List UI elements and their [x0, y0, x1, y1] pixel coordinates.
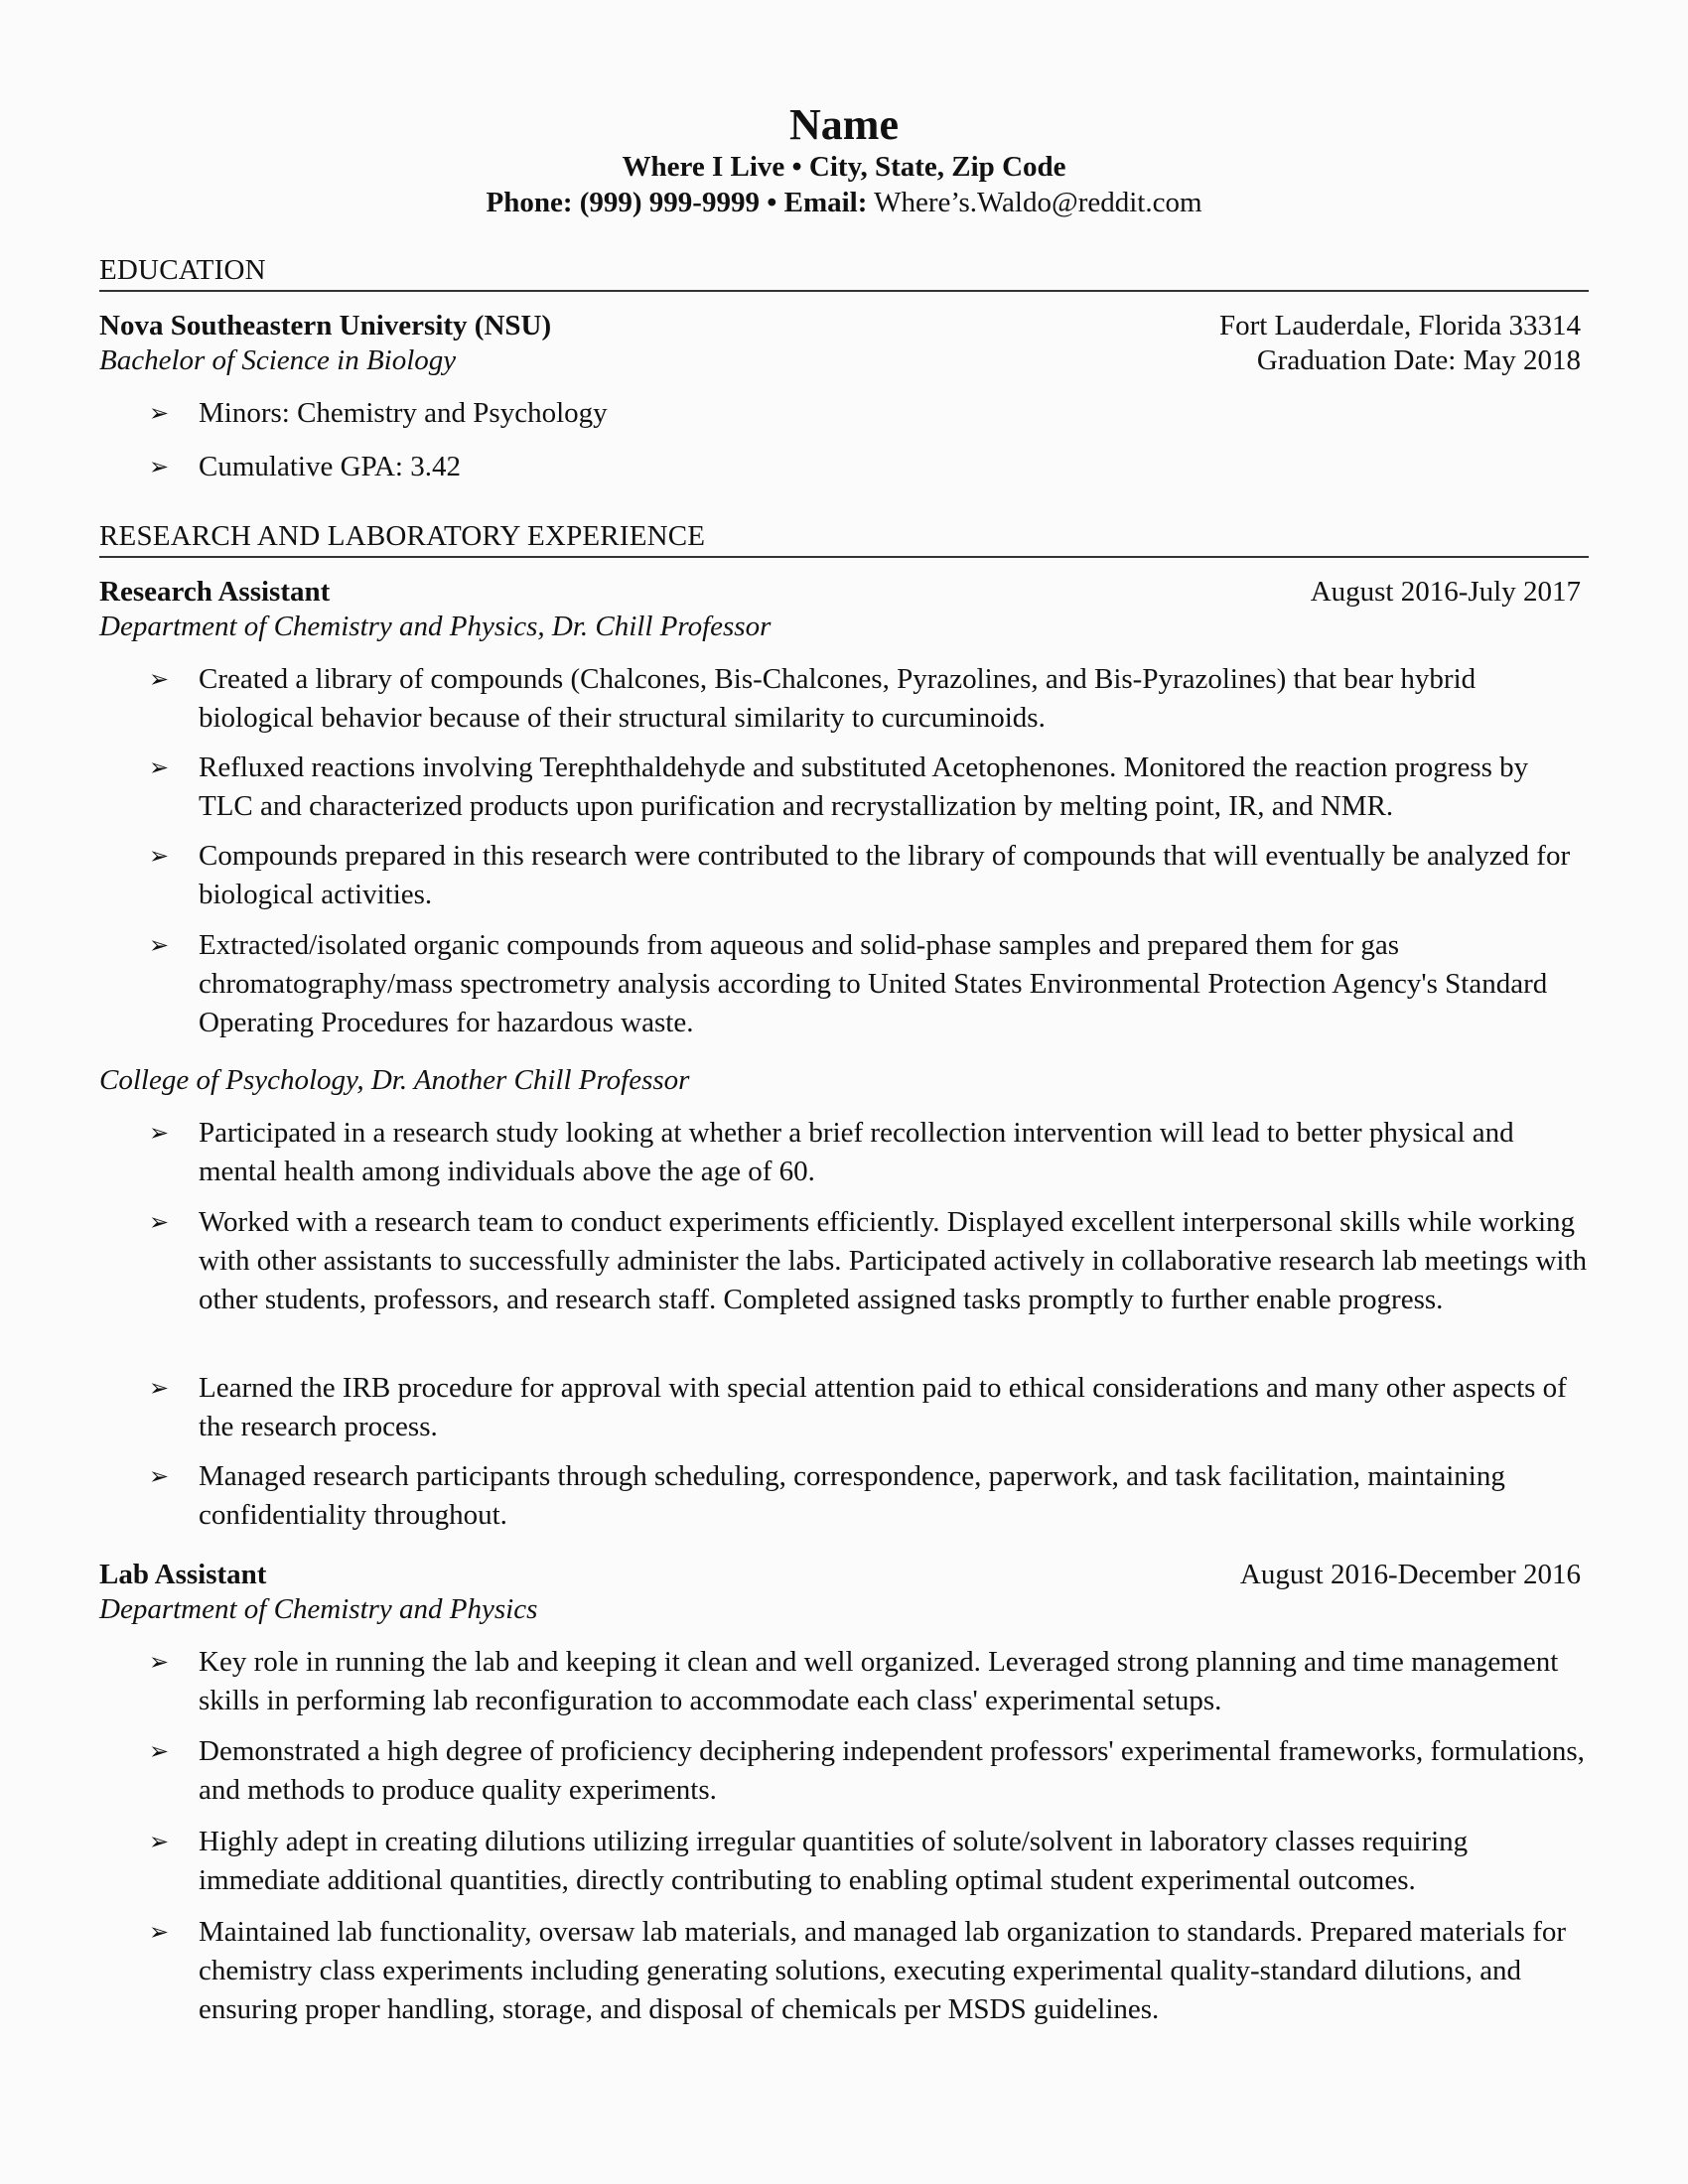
- research-section-title: RESEARCH AND LABORATORY EXPERIENCE: [99, 520, 706, 552]
- section-divider: [99, 290, 1589, 292]
- phone-label: Phone:: [486, 187, 573, 218]
- arrow-bullet-icon: ➢: [149, 842, 170, 870]
- email-address: Where’s.Waldo@reddit.com: [874, 187, 1202, 218]
- arrow-bullet-icon: ➢: [149, 1208, 170, 1236]
- arrow-bullet-icon: ➢: [149, 1648, 170, 1676]
- list-item: ➢ Minors: Chemistry and Psychology: [149, 394, 1589, 433]
- arrow-bullet-icon: ➢: [149, 1374, 170, 1402]
- list-item: ➢ Compounds prepared in this research were contributed to the library of compounds that will eventually be analyzed for biological activities.: [149, 837, 1589, 914]
- arrow-bullet-icon: ➢: [149, 931, 170, 959]
- arrow-bullet-icon: ➢: [149, 1462, 170, 1490]
- list-item: ➢ Maintained lab functionality, oversaw lab materials, and managed lab organization to standards. Prepared materials for chemistry class experiments including generating solutions, executing experimental quality-standard dilutions, and ensuring proper handling, storage, and disposal of chemicals per MSDS guidelines.: [149, 1913, 1589, 2029]
- arrow-bullet-icon: ➢: [149, 753, 170, 781]
- arrow-bullet-icon: ➢: [149, 399, 170, 427]
- list-item: ➢ Cumulative GPA: 3.42: [149, 448, 1589, 486]
- graduation-date: Graduation Date: May 2018: [1256, 344, 1581, 376]
- list-item: ➢ Refluxed reactions involving Terephthaldehyde and substituted Acetophenones. Monitored the reaction progress by TLC and characterized products upon purification and recrystallization by melting point, IR, and NMR.: [149, 749, 1589, 826]
- list-item: ➢ Learned the IRB procedure for approval with special attention paid to ethical considerations and many other aspects of the research process.: [149, 1369, 1589, 1446]
- address-line: Where I Live • City, State, Zip Code: [622, 151, 1066, 183]
- job-dates: August 2016-December 2016: [1239, 1559, 1581, 1590]
- phone-number: (999) 999-9999: [579, 187, 760, 218]
- arrow-bullet-icon: ➢: [149, 665, 170, 693]
- list-item: ➢ Extracted/isolated organic compounds from aqueous and solid-phase samples and prepared them for gas chromatography/mass spectrometry analysis according to United States Environmental Protection Agency's Standard Operating Procedures for hazardous waste.: [149, 926, 1589, 1042]
- job-role: Research Assistant: [99, 576, 331, 608]
- arrow-bullet-icon: ➢: [149, 1737, 170, 1765]
- resume-page: Name Where I Live • City, State, Zip Code Phone: (999) 999-9999 • Email: Where’s.Waldo@reddit.com EDUCATION Nova Southeastern University (NSU) Fort Lauderdale, Florida 33314 Bachelor of Science in Biology Graduation Date: May 2018 ➢ Minors: Chemistry and Psychology ➢ Cumulative GPA: 3.42 RESEARCH AND LABORATORY EXPERIENCE Research Assistant August 2016-July 2017 Department of Chemistry and Physics, Dr. Chill Professor ➢ Created a library of compounds (Chalcones, Bis-Chalcones, Pyrazolines, and Bis-Pyrazolines) that bear hybrid biological behavior because of their structural similarity to curcuminoids. ➢ Refluxed reactions involving Terephthaldehyde and substituted Acetophenones. Monitored the reaction progress by TLC and characterized products upon purification and recrystallization by melting point, IR, and NMR. ➢ Compounds prepared in this research were contributed to the library of compounds that will eventually be analyzed for biological activities. ➢ Extracted/isolated organic compounds from aqueous and solid-phase samples and prepared them for gas chromatography/mass spectrometry analysis according to United States Environmental Protection Agency's Standard Operating Procedures for hazardous waste. College of Psychology, Dr. Another Chill Professor ➢ Participated in a research study looking at whether a brief recollection intervention will lead to better physical and mental health among individuals above the age of 60. ➢ Worked with a research team to conduct experiments efficiently. Displayed excellent interpersonal skills while working with other assistants to successfully administer the labs. Participated actively in collaborative research lab meetings with other students, professors, and research staff. Completed assigned tasks promptly to further enable progress. ➢ Learned the IRB procedure for approval with special attention paid to ethical considerations and many other aspects of the research process. ➢ Managed research participants through scheduling, correspondence, paperwork, and task facilitation, maintaining confidentiality throughout. Lab Assistant August 2016-December 2016 Department of Chemistry and Physics ➢ Key role in running the lab and keeping it clean and well organized. Leveraged strong planning and time management skills in performing lab reconfiguration to accommodate each class' experimental setups. ➢ Demonstrated a high degree of proficiency deciphering independent professors' experimental frameworks, formulations, and methods to produce quality experiments. ➢ Highly adept in creating dilutions utilizing irregular quantities of solute/solvent in laboratory classes requiring immediate additional quantities, directly contributing to enabling optimal student experimental outcomes. ➢ Maintained lab functionality, oversaw lab materials, and managed lab organization to standards. Prepared materials for chemistry class experiments including generating solutions, executing experimental quality-standard dilutions, and ensuring proper handling, storage, and disposal of chemicals per MSDS guidelines.: [0, 0, 1688, 2184]
- list-item: ➢ Participated in a research study looking at whether a brief recollection intervention will lead to better physical and mental health among individuals above the age of 60.: [149, 1114, 1589, 1191]
- list-item: ➢ Managed research participants through scheduling, correspondence, paperwork, and task facilitation, maintaining confidentiality throughout.: [149, 1457, 1589, 1535]
- contact-separator: •: [767, 187, 777, 218]
- list-item: ➢ Created a library of compounds (Chalcones, Bis-Chalcones, Pyrazolines, and Bis-Pyrazolines) that bear hybrid biological behavior because of their structural similarity to curcuminoids.: [149, 660, 1589, 738]
- list-item: ➢ Demonstrated a high degree of proficiency deciphering independent professors' experimental frameworks, formulations, and methods to produce quality experiments.: [149, 1732, 1589, 1810]
- degree: Bachelor of Science in Biology: [99, 344, 457, 376]
- email-label: Email:: [783, 187, 868, 218]
- school-name: Nova Southeastern University (NSU): [99, 310, 552, 341]
- list-item: ➢ Highly adept in creating dilutions utilizing irregular quantities of solute/solvent in laboratory classes requiring immediate additional quantities, directly contributing to enabling optimal student experimental outcomes.: [149, 1823, 1589, 1900]
- job-role: Lab Assistant: [99, 1559, 267, 1590]
- arrow-bullet-icon: ➢: [149, 1828, 170, 1855]
- job-dates: August 2016-July 2017: [1310, 576, 1581, 608]
- list-item: ➢ Key role in running the lab and keeping it clean and well organized. Leveraged strong planning and time management skills in performing lab reconfiguration to accommodate each class' experimental setups.: [149, 1643, 1589, 1720]
- arrow-bullet-icon: ➢: [149, 453, 170, 480]
- resume-name: Name: [789, 100, 899, 149]
- contact-line: [0, 187, 1688, 219]
- section-divider: [99, 556, 1589, 558]
- education-section-title: EDUCATION: [99, 254, 266, 286]
- list-item: ➢ Worked with a research team to conduct experiments efficiently. Displayed excellent interpersonal skills while working with other assistants to successfully administer the labs. Participated actively in collaborative research lab meetings with other students, professors, and research staff. Completed assigned tasks promptly to further enable progress.: [149, 1203, 1589, 1319]
- arrow-bullet-icon: ➢: [149, 1918, 170, 1946]
- arrow-bullet-icon: ➢: [149, 1119, 170, 1147]
- school-location: Fort Lauderdale, Florida 33314: [1218, 310, 1581, 341]
